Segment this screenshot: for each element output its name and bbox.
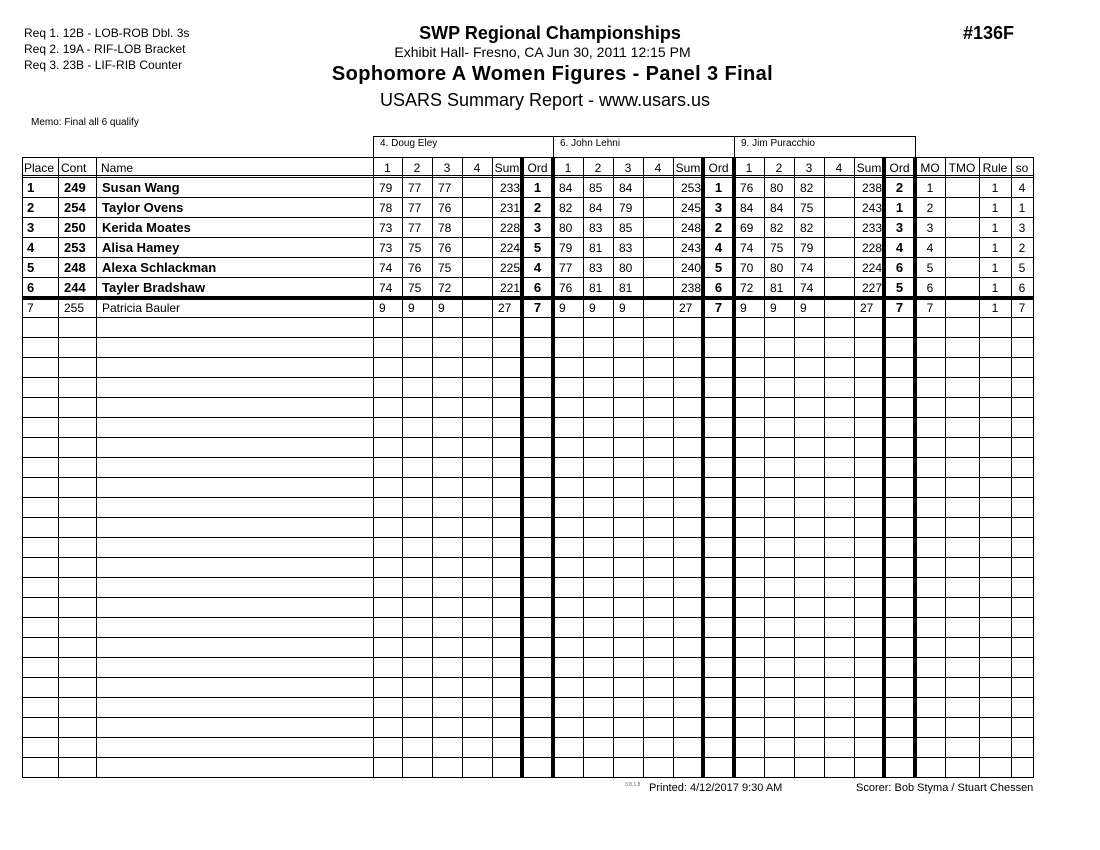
judge-header-2: 6. John Lehni [553,136,735,157]
judge1-sum: 221 [499,281,520,295]
judge3-score [824,258,854,278]
col-header-rule: Rule [982,161,1008,175]
judge2-ordinal: 7 [714,300,723,315]
judge2-score [643,238,673,258]
col-header-cont: Cont [61,161,87,175]
judge3-ordinal: 1 [895,200,904,215]
judge1-ordinal: 1 [533,180,542,195]
judge2-score: 85 [589,181,603,195]
judge1-score: 73 [379,221,393,235]
mo-cell: 4 [926,241,934,255]
col-header-so: so [1015,161,1029,175]
judge3-score: 75 [770,241,784,255]
judge2-score [643,278,673,298]
contestant-number: 253 [64,240,86,255]
judge3-score: 9 [770,301,777,315]
tmo-cell [945,178,979,198]
judge3-score: 82 [800,221,814,235]
judge3-score [824,298,854,318]
judge1-score: 9 [408,301,415,315]
judge3-sum: 224 [861,261,882,275]
judge1-sum: 27 [498,301,512,315]
judge1-score: 75 [408,241,422,255]
judge2-ordinal: 2 [714,220,723,235]
judge1-score: 77 [408,201,422,215]
judge2-score: 84 [589,201,603,215]
skater-name: Susan Wang [102,180,180,195]
judge2-ordinal: 6 [714,280,723,295]
judge3-ordinal: 3 [895,220,904,235]
judge1-score: 77 [408,221,422,235]
place-cell: 3 [27,220,35,235]
printed-timestamp: Printed: 4/12/2017 9:30 AM [649,782,783,794]
scorer-names: Scorer: Bob Styma / Stuart Chessen [856,782,1034,794]
contestant-number: 250 [64,220,86,235]
col-header-judge2-4: 4 [654,161,662,175]
tmo-cell [945,278,979,298]
contestant-number: 244 [64,280,86,295]
judge2-score: 81 [619,281,633,295]
judge3-score: 76 [740,181,754,195]
judge3-score: 75 [800,201,814,215]
judge3-score: 69 [740,221,754,235]
judge1-score [462,238,492,258]
judge2-score [643,258,673,278]
judge3-score: 74 [800,261,814,275]
so-cell: 1 [1018,201,1026,215]
event-number: #136F [963,23,1015,43]
requirement-2: Req 2. 19A - RIF-LOB Bracket [24,42,186,56]
judge3-score: 9 [800,301,807,315]
venue-line: Exhibit Hall- Fresno, CA Jun 30, 2011 12:15 PM [394,44,691,60]
col-header-judge2-3: 3 [624,161,632,175]
judge2-score: 82 [559,201,573,215]
judge2-sum: 245 [680,201,701,215]
judge1-sum: 233 [499,181,520,195]
skater-name: Kerida Moates [102,220,191,235]
judge3-ordinal: 6 [895,260,904,275]
judge2-score: 9 [559,301,566,315]
judge1-score: 78 [379,201,393,215]
judge3-score: 84 [740,201,754,215]
judge1-score: 75 [408,281,422,295]
judge2-ordinal: 5 [714,260,723,275]
col-header-judge2-1: 1 [564,161,572,175]
rule-cell: 1 [991,201,999,215]
judge2-score: 83 [619,241,633,255]
requirement-1: Req 1. 12B - LOB-ROB Dbl. 3s [24,26,190,40]
judge2-ordinal: 3 [714,200,723,215]
col-header-judge1-sum: Sum [494,161,520,175]
judge2-score: 80 [619,261,633,275]
judge1-score: 74 [379,281,393,295]
judge2-score: 83 [589,261,603,275]
col-header-mo: MO [920,161,940,175]
col-header-judge3-2: 2 [775,161,783,175]
judge3-score: 82 [800,181,814,195]
rule-cell: 1 [991,261,999,275]
requirement-3: Req 3. 23B - LIF-RIB Counter [24,58,183,72]
judge3-score [824,198,854,218]
judge3-score: 80 [770,261,784,275]
mo-cell: 3 [926,221,934,235]
judge3-score: 70 [740,261,754,275]
judge3-score [824,278,854,298]
judge1-ordinal: 2 [533,200,542,215]
judge1-sum: 225 [499,261,520,275]
judge-header-3: 9. Jim Puracchio [734,136,916,157]
judge2-score: 77 [559,261,573,275]
judge3-score: 72 [740,281,754,295]
judge1-score: 76 [438,201,452,215]
judge3-ordinal: 4 [895,240,904,255]
judge2-ordinal: 1 [714,180,723,195]
judge3-ordinal: 2 [895,180,904,195]
tmo-cell [945,298,979,318]
judge1-score [462,298,492,318]
judge1-score [462,258,492,278]
judge1-score: 9 [438,301,445,315]
judge3-sum: 243 [861,201,882,215]
tmo-cell [945,198,979,218]
tmo-cell [945,258,979,278]
place-cell: 7 [27,301,34,315]
col-header-place: Place [24,161,55,175]
rule-cell: 1 [991,281,999,295]
judge3-score: 74 [740,241,754,255]
judge3-score: 84 [770,201,784,215]
judge2-score: 81 [589,241,603,255]
judge2-score: 80 [559,221,573,235]
judge3-score [824,178,854,198]
memo: Memo: Final all 6 qualify [31,117,139,128]
col-header-judge2-2: 2 [594,161,602,175]
skater-name: Taylor Ovens [102,200,184,215]
judge2-score: 85 [619,221,633,235]
mo-cell: 2 [926,201,934,215]
event-title: Sophomore A Women Figures - Panel 3 Final [331,63,774,85]
judge1-ordinal: 7 [533,300,542,315]
judge3-score: 9 [740,301,747,315]
col-header-judge1-3: 3 [443,161,451,175]
competition-title: SWP Regional Championships [419,23,681,43]
col-header-tmo: TMO [948,161,976,175]
tmo-cell [945,238,979,258]
col-header-judge1-ord: Ord [527,161,548,175]
rule-cell: 1 [991,241,999,255]
judge1-score: 77 [408,181,422,195]
judge3-sum: 228 [861,241,882,255]
judge1-ordinal: 5 [533,240,542,255]
judge3-score: 74 [800,281,814,295]
judge1-score: 72 [438,281,452,295]
column-divider [1033,157,1034,778]
col-header-judge3-ord: Ord [889,161,910,175]
so-cell: 2 [1018,241,1026,255]
place-cell: 1 [27,180,35,195]
judge3-score: 82 [770,221,784,235]
judge1-score [462,278,492,298]
judge1-score: 79 [379,181,393,195]
judge3-sum: 233 [861,221,882,235]
place-cell: 5 [27,260,35,275]
skater-name: Alisa Hamey [102,240,180,255]
skater-name: Alexa Schlackman [102,260,217,275]
judge2-score: 9 [589,301,596,315]
judge3-ordinal: 7 [895,300,904,315]
judge3-sum: 27 [860,301,874,315]
col-header-judge2-sum: Sum [675,161,701,175]
judge2-score [643,178,673,198]
judge1-score: 73 [379,241,393,255]
judge1-ordinal: 4 [533,260,542,275]
so-cell: 6 [1018,281,1026,295]
judge1-score: 74 [379,261,393,275]
judge3-score: 80 [770,181,784,195]
mo-cell: 6 [926,281,934,295]
judge3-sum: 238 [861,181,882,195]
tmo-cell [945,218,979,238]
judge1-score: 76 [408,261,422,275]
mo-cell: 1 [926,181,934,195]
judge2-score: 76 [559,281,573,295]
judge2-score [643,198,673,218]
judge1-score: 76 [438,241,452,255]
judge2-sum: 248 [680,221,701,235]
col-header-judge3-4: 4 [835,161,843,175]
judge3-sum: 227 [861,281,882,295]
judge2-sum: 238 [680,281,701,295]
judge2-score: 83 [589,221,603,235]
judge3-score [824,218,854,238]
mo-cell: 5 [926,261,934,275]
so-cell: 3 [1018,221,1026,235]
judge2-score: 84 [559,181,573,195]
judge1-score: 78 [438,221,452,235]
judge1-sum: 224 [499,241,520,255]
place-cell: 2 [27,200,35,215]
judge3-score: 79 [800,241,814,255]
contestant-number: 249 [64,180,86,195]
judge1-score [462,178,492,198]
judge2-sum: 27 [679,301,693,315]
judge2-sum: 253 [680,181,701,195]
version-label: 3.8.1.8 [625,782,641,788]
judge1-sum: 231 [499,201,520,215]
judge3-ordinal: 5 [895,280,904,295]
skater-name: Tayler Bradshaw [102,280,206,295]
col-header-judge1-4: 4 [473,161,481,175]
judge2-score [643,218,673,238]
judge2-sum: 240 [680,261,701,275]
so-cell: 4 [1018,181,1026,195]
col-header-judge1-2: 2 [413,161,421,175]
contestant-number: 255 [64,301,85,315]
col-header-judge3-1: 1 [745,161,753,175]
judge2-score: 9 [619,301,626,315]
skater-name: Patricia Bauler [102,301,181,315]
judge1-score: 77 [438,181,452,195]
place-cell: 6 [27,280,35,295]
judge1-score [462,218,492,238]
judge2-score: 79 [559,241,573,255]
judge1-ordinal: 3 [533,220,542,235]
col-header-name: Name [101,161,134,175]
judge3-score: 81 [770,281,784,295]
judge2-score [643,298,673,318]
rule-cell: 1 [991,301,999,315]
col-header-judge1-1: 1 [384,161,391,175]
mo-cell: 7 [926,301,934,315]
judge1-score: 75 [438,261,452,275]
so-cell: 7 [1018,301,1026,315]
judge1-sum: 228 [499,221,520,235]
report-title: USARS Summary Report - www.usars.us [379,90,711,110]
rule-cell: 1 [991,221,999,235]
judge-header-1: 4. Doug Eley [373,136,554,157]
judge3-score [824,238,854,258]
judge2-sum: 243 [680,241,701,255]
judge1-score [462,198,492,218]
so-cell: 5 [1018,261,1026,275]
judge2-score: 79 [619,201,633,215]
rule-cell: 1 [991,181,999,195]
place-cell: 4 [27,240,35,255]
judge2-ordinal: 4 [714,240,723,255]
judge2-score: 81 [589,281,603,295]
col-header-judge3-3: 3 [805,161,813,175]
judge1-score: 9 [379,301,386,315]
contestant-number: 254 [64,200,86,215]
judge2-score: 84 [619,181,633,195]
col-header-judge2-ord: Ord [708,161,729,175]
judge1-ordinal: 6 [533,280,542,295]
col-header-judge3-sum: Sum [856,161,882,175]
contestant-number: 248 [64,260,86,275]
